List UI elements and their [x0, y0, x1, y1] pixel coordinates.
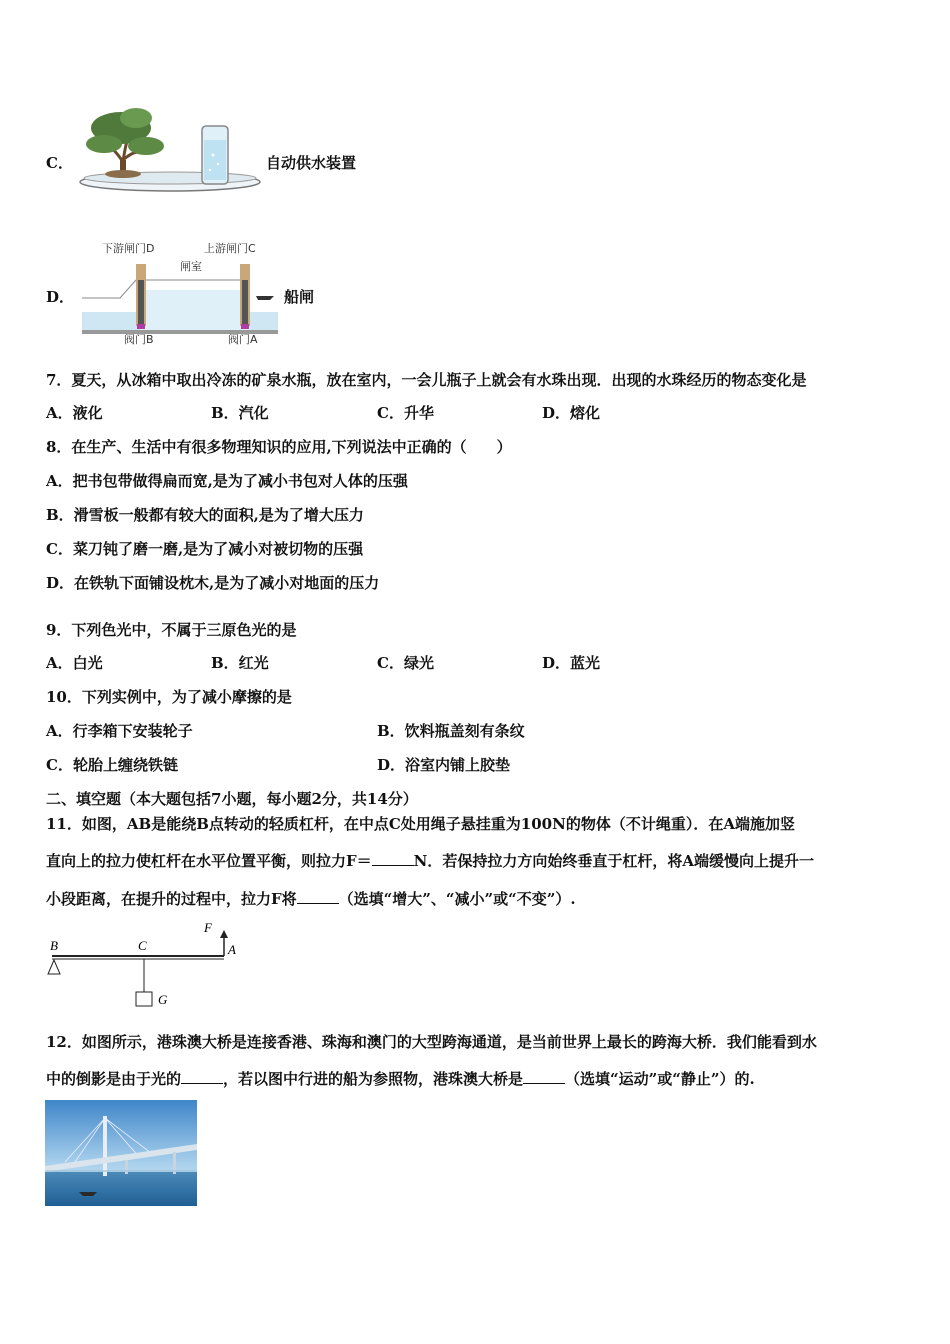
lever-figure — [44, 918, 244, 1010]
q12-line2-mid: ，若以图中行进的船为参照物，港珠澳大桥是 — [223, 1070, 524, 1088]
section-title: 二、填空题（本大题包括7小题，每小题2分，共14分） — [46, 790, 418, 808]
lever-label-a: A — [228, 942, 236, 957]
q11-line3 — [46, 889, 576, 909]
valve-b-label: 阀门B — [124, 333, 154, 346]
q8-option-b: B．滑雪板一般都有较大的面积,是为了增大压力 — [46, 506, 364, 524]
q11-line2-post: N．若保持拉力方向始终垂直于杠杆，将A端缓慢向上提升一 — [413, 852, 815, 870]
q11-line1: 11．如图，AB是能绕B点转动的轻质杠杆，在中点C处用绳子悬挂重为100N的物体（不计绳重）．在A端施加竖 — [46, 815, 795, 833]
auto-water-supply-figure — [76, 100, 264, 200]
lever-label-f: F — [204, 920, 212, 935]
q9-option-b: B．红光 — [211, 654, 269, 672]
q12-line2-pre: 中的倒影是由于光的 — [46, 1070, 182, 1088]
option-c-label: C． — [46, 154, 73, 172]
q12-blank-motion[interactable] — [523, 1069, 565, 1084]
ship-lock-figure — [80, 240, 280, 348]
q11-line3-pre: 小段距离，在提升的过程中，拉力F将 — [46, 890, 297, 908]
q11-line2-pre: 直向上的拉力使杠杆在水平位置平衡，则拉力F＝ — [46, 852, 372, 870]
q9-option-d: D．蓝光 — [542, 654, 601, 672]
lever-label-c: C — [138, 938, 147, 953]
lever-label-b: B — [50, 938, 58, 953]
lever-label-g: G — [158, 992, 168, 1007]
q7-option-b: B．汽化 — [211, 404, 269, 422]
q8-stem: 8．在生产、生活中有很多物理知识的应用,下列说法中正确的（ ） — [46, 438, 512, 456]
chamber-label: 闸室 — [180, 260, 202, 273]
q11-blank-force[interactable] — [372, 851, 414, 866]
q7-option-c: C．升华 — [377, 404, 434, 422]
q9-option-a: A．白光 — [46, 654, 103, 672]
q12-line2-post: （选填“运动”或“静止”）的. — [565, 1070, 755, 1088]
bridge-photo — [45, 1100, 197, 1206]
q10-option-a: A．行李箱下安装轮子 — [46, 722, 193, 740]
valve-a-label: 阀门A — [228, 333, 258, 346]
option-d-caption: 船闸 — [284, 288, 315, 306]
upper-gate-label: 上游闸门C — [204, 242, 256, 255]
q8-option-a: A．把书包带做得扁而宽,是为了减小书包对人体的压强 — [46, 472, 408, 490]
q12-line2 — [46, 1069, 755, 1089]
q10-option-d: D．浴室内铺上胶垫 — [377, 756, 511, 774]
q8-option-c: C．菜刀钝了磨一磨,是为了减小对被切物的压强 — [46, 540, 364, 558]
q9-option-c: C．绿光 — [377, 654, 434, 672]
q9-stem: 9．下列色光中，不属于三原色光的是 — [46, 621, 297, 639]
q10-option-b: B．饮料瓶盖刻有条纹 — [377, 722, 525, 740]
q7-option-a: A．液化 — [46, 404, 103, 422]
q10-stem: 10．下列实例中，为了减小摩擦的是 — [46, 688, 292, 706]
q12-line1: 12．如图所示，港珠澳大桥是连接香港、珠海和澳门的大型跨海通道，是当前世界上最长的跨海大桥．我们能看到水 — [46, 1033, 817, 1051]
q11-blank-change[interactable] — [297, 889, 339, 904]
lower-gate-label: 下游闸门D — [102, 242, 155, 255]
q10-option-c: C．轮胎上缠绕铁链 — [46, 756, 178, 774]
option-c-caption: 自动供水装置 — [266, 154, 357, 172]
option-d-label: D． — [46, 288, 75, 306]
q7-stem: 7．夏天，从冰箱中取出冷冻的矿泉水瓶，放在室内，一会儿瓶子上就会有水珠出现．出现的水珠经历的物态变化是 — [46, 371, 807, 389]
q12-blank-light[interactable] — [181, 1069, 223, 1084]
q11-line2 — [46, 851, 814, 871]
q8-option-d: D．在铁轨下面铺设枕木,是为了减小对地面的压力 — [46, 574, 380, 592]
q7-option-d: D．熔化 — [542, 404, 601, 422]
q11-line3-post: （选填“增大”、“减小”或“不变”）. — [338, 890, 576, 908]
